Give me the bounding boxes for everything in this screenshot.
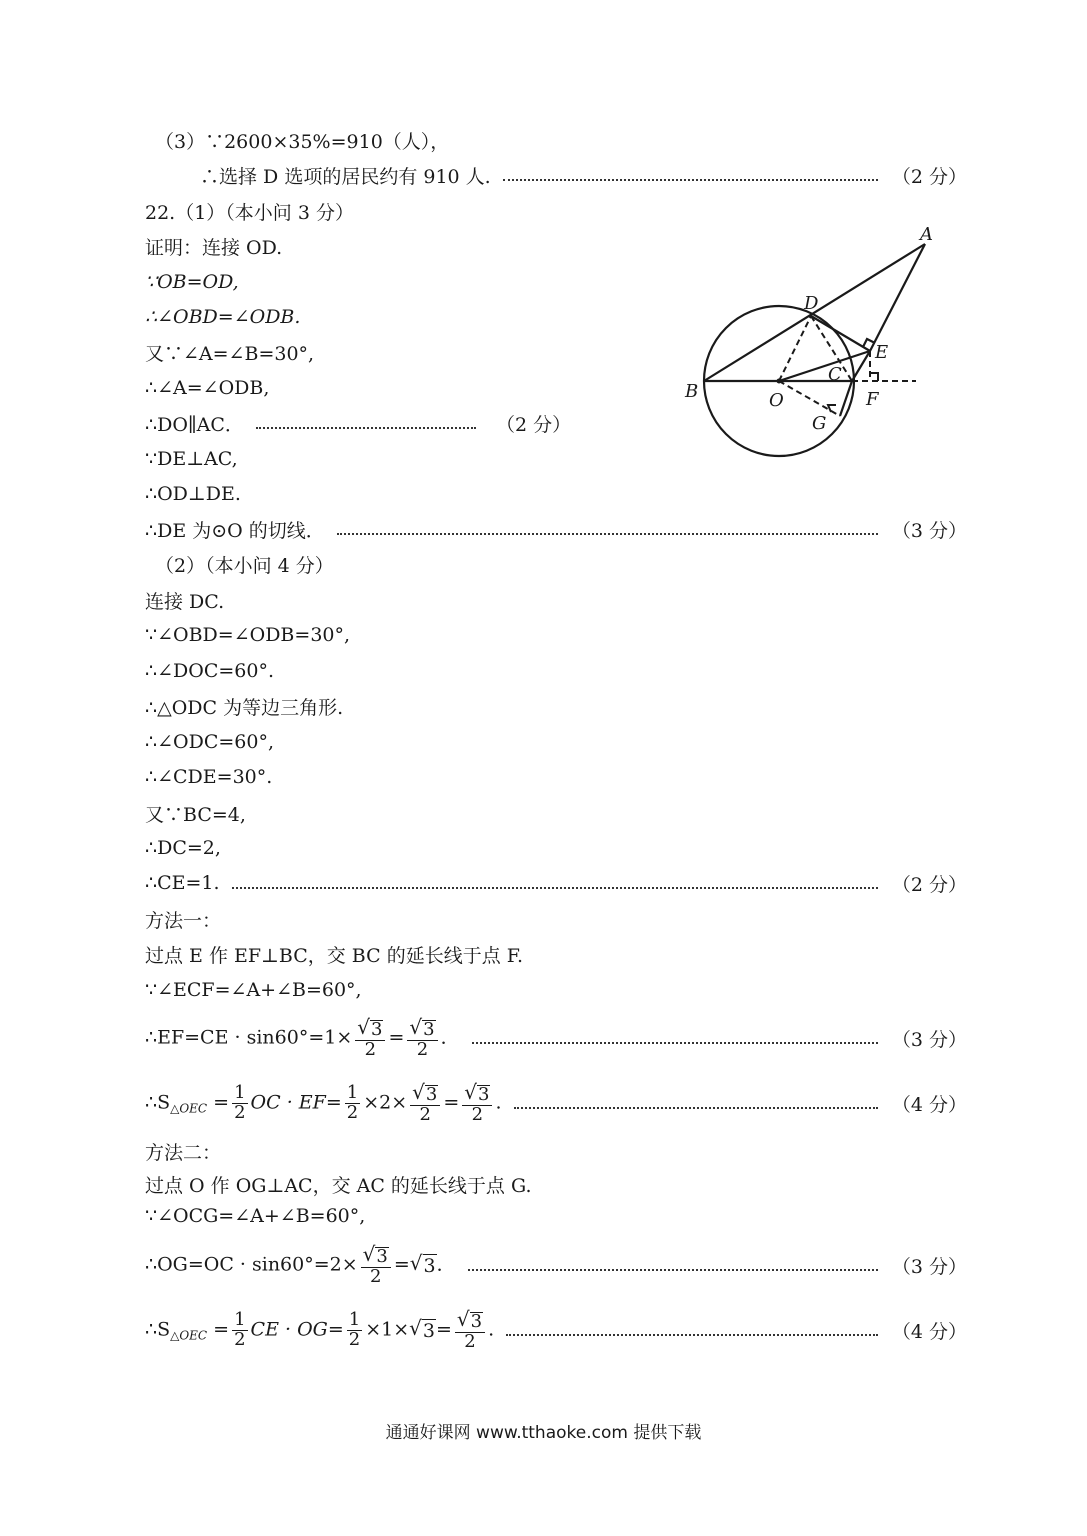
proof-line: 连接 DC. [145,590,225,613]
fraction: √ 3 2 [355,1017,385,1060]
point-o [777,379,782,384]
leader-dots [468,1269,878,1271]
proof-line: 过点 E 作 EF⊥BC，交 BC 的延长线于点 F. [145,944,523,967]
footer: 通通好课网 www.tthaoke.com 提供下载 [385,1423,702,1443]
leader-dots [232,887,878,889]
proof-line: ∴∠ODC=60°, [145,731,274,753]
segment-cg [840,381,852,416]
line-part3: （3）∵2600×35%=910（人）， [155,130,450,153]
fraction: $\frac{1}{2}$ [348,1308,361,1350]
segment-oe [779,351,870,381]
area-method-1: $\therefore S_{\triangle OEC}$ = $\frac{1}{2}$ OC · EF= $\frac{1}{2}$ ×2× √ 3 2 = √ 3 2 . （4 分） [145,1079,967,1125]
og-computation: ∴OG=OC · sin60°=2× √ 3 2 = √ 3 ． （3 分） [145,1241,967,1287]
proof-line: ∴DC=2, [145,837,221,859]
proof-start: 证明：连接 OD. [145,236,283,259]
proof-line-scored: ∴DE 为⊙O 的切线． （3 分） [145,519,967,542]
method-1-heading: 方法一： [145,909,222,932]
proof-line: ∴∠DOC=60°. [145,660,274,682]
proof-line: 过点 O 作 OG⊥AC，交 AC 的延长线于点 G. [145,1174,532,1197]
label-b: B [685,381,699,402]
fraction: $\frac{1}{2}$ [234,1081,246,1123]
fraction: $\frac{1}{2}$ [234,1308,246,1350]
fraction: $\frac{1}{2}$ [346,1081,359,1123]
label-f: F [866,389,879,410]
right-angle-f [870,373,878,381]
proof-line: ∵∠ECF=∠A+∠B=60°, [145,979,362,1001]
leader-dots [503,179,878,181]
geometry-figure [680,220,940,470]
label-o: O [769,390,784,411]
proof-line: ∵∠OBD=∠ODB=30°, [145,624,351,646]
proof-line: ∴△ODC 为等边三角形. [145,696,344,719]
label-a: A [920,224,933,245]
proof-line: ∴∠A=∠ODB, [145,377,270,399]
proof-line: ∵OB=OD, [145,271,239,293]
ef-computation: ∴EF=CE · sin60°=1× √ 3 2 = √ 3 2 ． （3 分） [145,1014,967,1060]
fraction: √ 3 2 [462,1082,492,1125]
proof-line: ∴OD⊥DE. [145,483,241,505]
label-c: C [828,364,842,385]
proof-line: ∵∠OCG=∠A+∠B=60°, [145,1205,366,1227]
leader-dots [514,1107,878,1109]
fraction: √ 3 2 [361,1244,391,1287]
fraction: √ 3 2 [407,1017,437,1060]
label-e: E [875,342,889,363]
fraction: √ 3 2 [455,1309,485,1352]
method-2-heading: 方法二： [145,1141,222,1164]
part2-heading: （2）（本小问 4 分） [155,554,334,577]
leader-dots [506,1334,878,1336]
leader-dots [337,533,878,535]
proof-line: ∴∠OBD=∠ODB. [145,306,301,328]
label-g: G [812,413,827,434]
proof-line: 又∵∠A=∠B=30°, [145,342,315,365]
proof-line-scored: ∴CE=1. （2 分） [145,872,967,896]
line-d-option: ∴选择 D 选项的居民约有 910 人. （2 分） [200,165,967,188]
proof-line: 又∵BC=4, [145,803,246,826]
leader-dots [256,427,476,429]
area-method-2: $\therefore S_{\triangle OEC}$ = $\frac{1}{2}$ CE · OG= $\frac{1}{2}$ ×1× √ 3 = √ 3 2 . （4 分） [145,1306,967,1352]
proof-line: ∴∠CDE=30°. [145,766,273,788]
proof-line-scored: ∴DO∥AC． （2 分） [145,413,572,436]
label-d: D [804,293,819,314]
question-22-heading: 22.（1）（本小问 3 分） [145,201,354,224]
leader-dots [472,1042,878,1044]
segment-de [811,316,870,351]
fraction: √ 3 2 [410,1082,440,1125]
proof-line: ∵DE⊥AC, [145,448,238,470]
